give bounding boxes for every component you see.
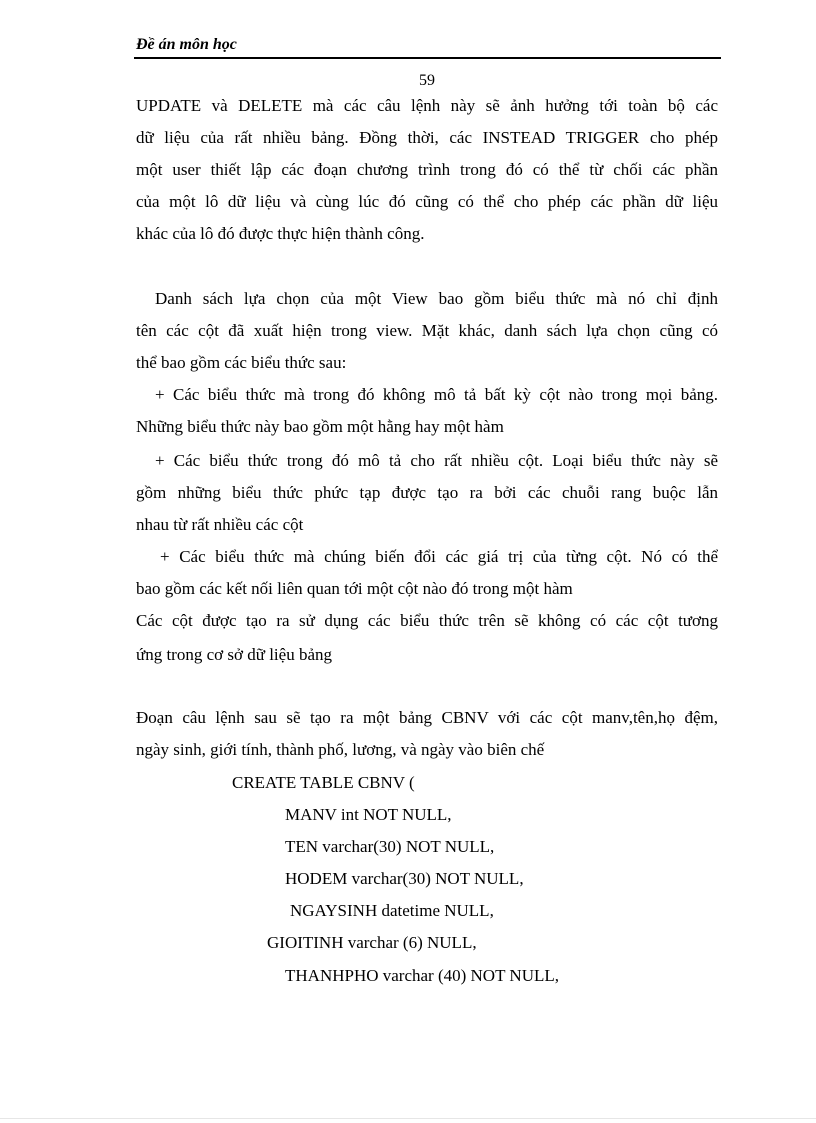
page-number: 59 [419, 72, 435, 89]
code-line: TEN varchar(30) NOT NULL, [285, 837, 495, 856]
text-line: dữ liệu của rất nhiều bảng. Đồng thời, các INSTEAD TRIGGER cho phép [136, 128, 718, 147]
text-line: Danh sách lựa chọn của một View bao gồm biểu thức mà nó chỉ định [155, 289, 718, 308]
code-line: GIOITINH varchar (6) NULL, [267, 933, 477, 952]
page-bottom-edge [0, 1118, 816, 1119]
text-line: gồm những biểu thức phức tạp được tạo ra bởi các chuỗi rang buộc lẫn [136, 483, 718, 502]
text-line: Đoạn câu lệnh sau sẽ tạo ra một bảng CBNV với các cột manv,tên,họ đệm, [136, 708, 718, 727]
text-line: một user thiết lập các đoạn chương trình trong đó có thể từ chối các phần [136, 160, 718, 179]
text-line: tên các cột đã xuất hiện trong view. Mặt khác, danh sách lựa chọn cũng có [136, 321, 718, 340]
text-line: Những biểu thức này bao gồm một hằng hay một hàm [136, 417, 504, 436]
text-line: của một lô dữ liệu và cùng lúc đó cũng có thể cho phép các phần dữ liệu [136, 192, 718, 211]
text-line: + Các biểu thức mà trong đó không mô tả bất kỳ cột nào trong mọi bảng. [155, 385, 718, 404]
code-line: HODEM varchar(30) NOT NULL, [285, 869, 524, 888]
text-line: nhau từ rất nhiều các cột [136, 515, 304, 534]
code-line: MANV int NOT NULL, [285, 805, 452, 824]
code-line: THANHPHO varchar (40) NOT NULL, [285, 966, 559, 985]
text-line: + Các biểu thức mà chúng biến đổi các giá trị của từng cột. Nó có thể [160, 547, 718, 566]
text-line: UPDATE và DELETE mà các câu lệnh này sẽ ảnh hưởng tới toàn bộ các [136, 96, 718, 115]
text-line: ngày sinh, giới tính, thành phố, lương, và ngày vào biên chế [136, 740, 545, 759]
text-line: Các cột được tạo ra sử dụng các biểu thức trên sẽ không có các cột tương [136, 611, 718, 630]
header-title: Đề án môn học [136, 36, 237, 53]
code-line: CREATE TABLE CBNV ( [232, 773, 415, 792]
code-line: NGAYSINH datetime NULL, [290, 901, 494, 920]
text-line: khác của lô đó được thực hiện thành công. [136, 224, 425, 243]
text-line: + Các biểu thức trong đó mô tả cho rất nhiều cột. Loại biểu thức này sẽ [155, 451, 718, 470]
text-line: ứng trong cơ sở dữ liệu bảng [136, 645, 332, 664]
text-line: thể bao gồm các biểu thức sau: [136, 353, 347, 372]
text-line: bao gồm các kết nối liên quan tới một cột nào đó trong một hàm [136, 579, 573, 598]
header-rule [134, 57, 721, 59]
